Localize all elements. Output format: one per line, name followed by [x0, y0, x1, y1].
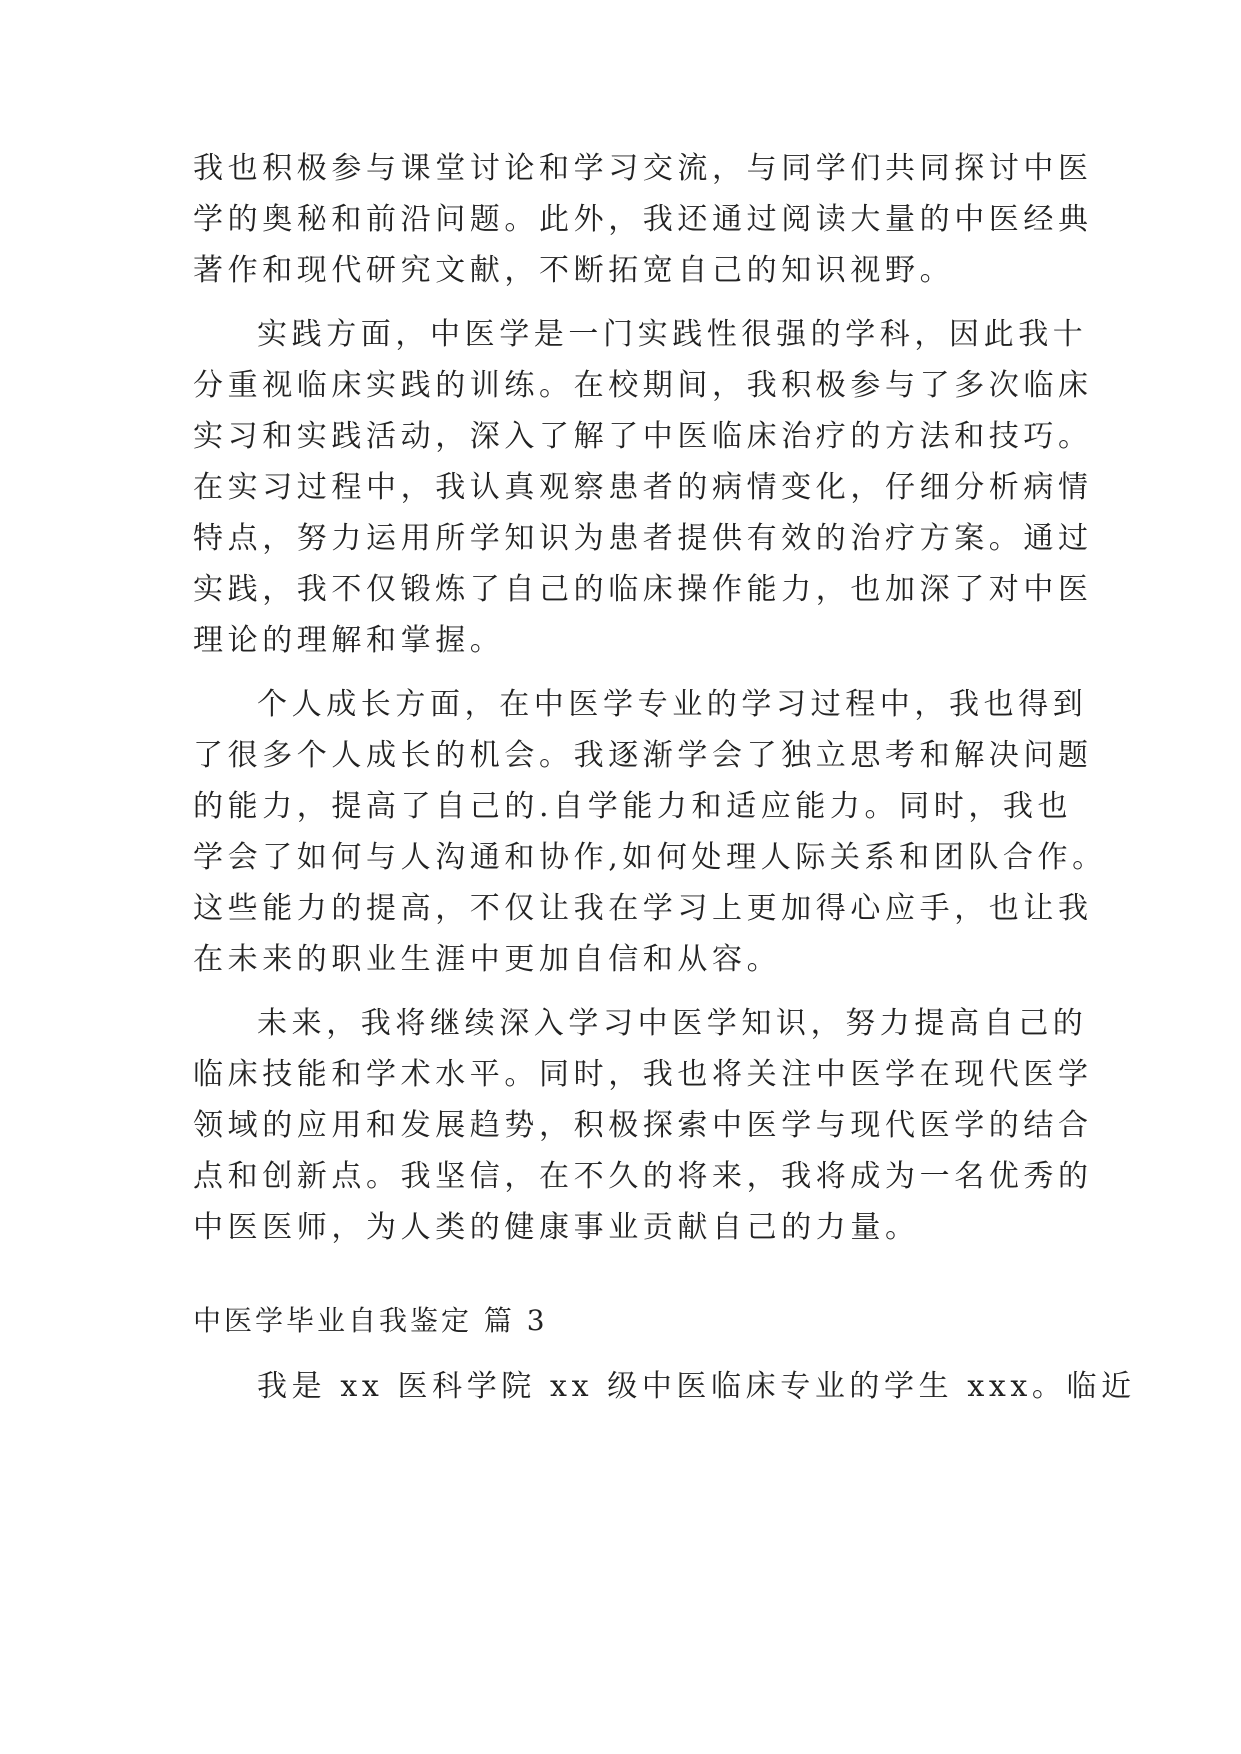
paragraph-1-line-3: 著作和现代研究文献，不断拓宽自己的知识视野。 [193, 253, 955, 288]
paragraph-3-line-3: 的能力，提高了自己的.自学能力和适应能力。同时，我也 [193, 789, 1073, 824]
paragraph-4-line-3: 领域的应用和发展趋势，积极探索中医学与现代医学的结合 [193, 1108, 1093, 1143]
paragraph-3-line-1: 个人成长方面，在中医学专业的学习过程中，我也得到 [257, 687, 1088, 722]
paragraph-2-line-5: 特点，努力运用所学知识为患者提供有效的治疗方案。通过 [193, 521, 1093, 556]
paragraph-3-line-6: 在未来的职业生涯中更加自信和从容。 [193, 942, 782, 977]
paragraph-3-line-5: 这些能力的提高，不仅让我在学习上更加得心应手，也让我 [193, 891, 1093, 926]
paragraph-2-line-7: 理论的理解和掌握。 [193, 623, 505, 658]
paragraph-2-line-3: 实习和实践活动，深入了解了中医临床治疗的方法和技巧。 [193, 419, 1093, 454]
paragraph-3-line-2: 了很多个人成长的机会。我逐渐学会了独立思考和解决问题 [193, 738, 1093, 773]
paragraph-1-line-1: 我也积极参与课堂讨论和学习交流，与同学们共同探讨中医 [193, 151, 1093, 186]
paragraph-4-line-5: 中医医师，为人类的健康事业贡献自己的力量。 [193, 1210, 920, 1245]
paragraph-4-line-1: 未来，我将继续深入学习中医学知识，努力提高自己的 [257, 1006, 1088, 1041]
paragraph-2-line-1: 实践方面，中医学是一门实践性很强的学科，因此我十 [257, 317, 1088, 352]
paragraph-2-line-2: 分重视临床实践的训练。在校期间，我积极参与了多次临床 [193, 368, 1093, 403]
paragraph-1-line-2: 学的奥秘和前沿问题。此外，我还通过阅读大量的中医经典 [193, 202, 1093, 237]
paragraph-2-line-6: 实践，我不仅锻炼了自己的临床操作能力，也加深了对中医 [193, 572, 1093, 607]
section-heading: 中医学毕业自我鉴定 篇 3 [193, 1304, 548, 1337]
paragraph-4-line-2: 临床技能和学术水平。同时，我也将关注中医学在现代医学 [193, 1057, 1093, 1092]
paragraph-2-line-4: 在实习过程中，我认真观察患者的病情变化，仔细分析病情 [193, 470, 1093, 505]
section-3-paragraph-line-1: 我是 xx 医科学院 xx 级中医临床专业的学生 xxx。临近 [257, 1369, 1136, 1404]
paragraph-3-line-4: 学会了如何与人沟通和协作,如何处理人际关系和团队合作。 [193, 840, 1107, 875]
paragraph-4-line-4: 点和创新点。我坚信，在不久的将来，我将成为一名优秀的 [193, 1159, 1093, 1194]
